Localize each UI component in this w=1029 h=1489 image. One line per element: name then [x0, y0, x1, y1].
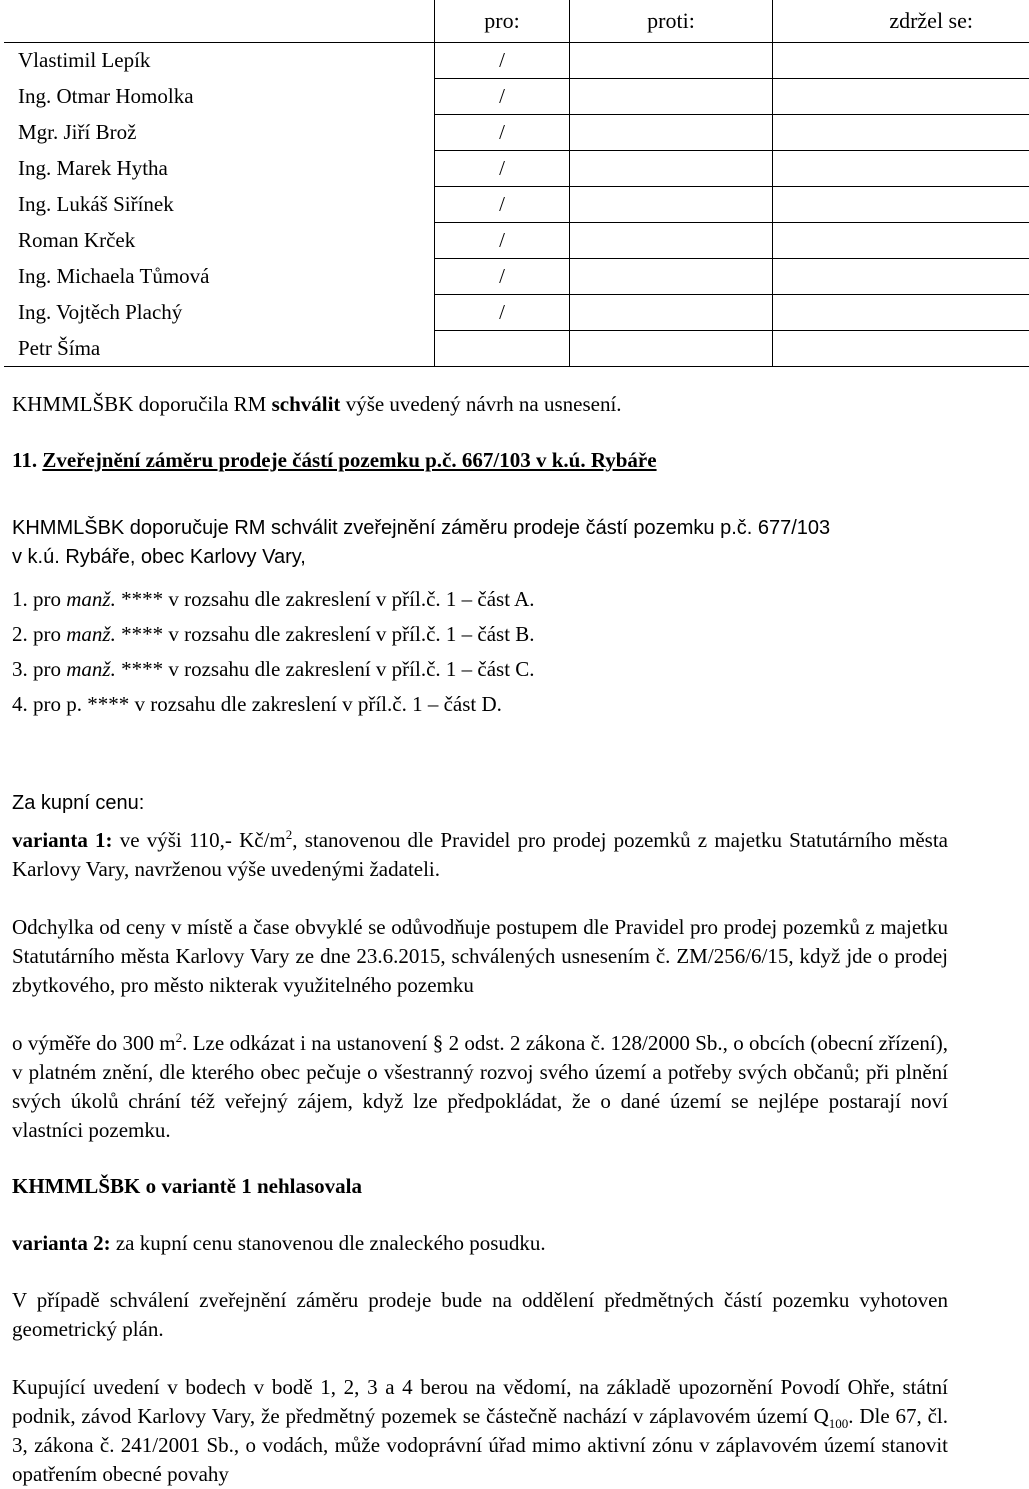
header-pro: pro: [435, 0, 570, 43]
item-prefix: 4. pro p. [12, 692, 82, 716]
header-proti: proti: [570, 0, 773, 43]
vote-zdrzel [773, 79, 1029, 115]
variant-2-text: za kupní cenu stanovenou dle znaleckého posudku. [111, 1231, 546, 1255]
deviation-text-a: o výměře do 300 m [12, 1031, 176, 1055]
deviation-part-2 [12, 1029, 948, 1145]
buyers-text: Kupující uvedení v bodech v bodě 1, 2, 3 a 4 berou na vědomí, na základě upozornění Povodí Ohře, státní podnik, závod Karlovy Vary, že předmětný pozemek se částečně nachází v záplavovém území Q [12, 1375, 948, 1428]
vote-table [4, 0, 1029, 367]
vote-proti [570, 187, 773, 223]
geometric-plan-note: V případě schválení zveřejnění záměru prodeje bude na oddělení předmětných částí pozemku vyhotoven geometrický plán. [12, 1286, 948, 1344]
member-name: Ing. Michaela Tůmová [4, 259, 435, 295]
vote-zdrzel [773, 151, 1029, 187]
not-voted-note: KHMMLŠBK o variantě 1 nehlasovala [12, 1172, 362, 1201]
price-heading: Za kupní cenu: [12, 789, 144, 818]
vote-proti [570, 223, 773, 259]
vote-zdrzel [773, 115, 1029, 151]
section-heading [12, 446, 948, 475]
recommendation-text: KHMMLŠBK doporučila RM [12, 392, 272, 416]
deviation-sup: 2 [176, 1030, 183, 1045]
vote-pro: / [435, 295, 570, 331]
vote-pro: / [435, 115, 570, 151]
member-name: Mgr. Jiří Brož [4, 115, 435, 151]
buyers-sub: 100 [829, 1416, 849, 1431]
vote-pro: / [435, 259, 570, 295]
vote-pro: / [435, 187, 570, 223]
item-prefix: 2. pro [12, 622, 66, 646]
member-name: Petr Šíma [4, 331, 435, 367]
vote-row [4, 115, 1029, 151]
vote-pro: / [435, 79, 570, 115]
item-prefix: 3. pro [12, 657, 66, 681]
vote-table-header [4, 0, 1029, 43]
vote-row [4, 43, 1029, 79]
vote-proti [570, 331, 773, 367]
section-number: 11. [12, 448, 37, 472]
item-text: **** v rozsahu dle zakreslení v příl.č. 1 – část B. [116, 622, 535, 646]
vote-zdrzel [773, 259, 1029, 295]
member-name: Vlastimil Lepík [4, 43, 435, 79]
vote-proti [570, 115, 773, 151]
item-italic: manž. [66, 587, 116, 611]
vote-zdrzel [773, 43, 1029, 79]
recommendation [12, 390, 948, 419]
recommendation-text-end: výše uvedený návrh na usnesení. [340, 392, 621, 416]
variant-2 [12, 1229, 546, 1258]
vote-proti [570, 79, 773, 115]
vote-zdrzel [773, 223, 1029, 259]
vote-zdrzel [773, 187, 1029, 223]
vote-proti [570, 43, 773, 79]
vote-row [4, 79, 1029, 115]
vote-pro: / [435, 43, 570, 79]
vote-pro [435, 331, 570, 367]
vote-proti [570, 259, 773, 295]
variant-1 [12, 826, 948, 884]
vote-pro: / [435, 151, 570, 187]
list-item [12, 620, 535, 649]
vote-row [4, 259, 1029, 295]
header-zdrzel: zdržel se: [773, 0, 1029, 43]
variant-2-label: varianta 2: [12, 1231, 111, 1255]
item-text: **** v rozsahu dle zakreslení v příl.č. 1 – část D. [82, 692, 502, 716]
recommendation-bold: schválit [272, 392, 341, 416]
member-name: Ing. Otmar Homolka [4, 79, 435, 115]
variant-1-text-end: , stanovenou dle Pravidel pro prodej pozemků z majetku Statutárního města Karlovy Vary, navrženou výše uvedenými žadateli. [12, 828, 948, 881]
vote-row [4, 295, 1029, 331]
vote-row [4, 151, 1029, 187]
intro-line-1: KHMMLŠBK doporučuje RM schválit zveřejnění záměru prodeje částí pozemku p.č. 677/103 [12, 514, 830, 543]
variant-1-text: ve výši 110,- Kč/m [113, 828, 286, 852]
variant-1-sup: 2 [286, 827, 293, 842]
vote-row [4, 331, 1029, 367]
vote-table-body [4, 43, 1029, 367]
item-italic: manž. [66, 622, 116, 646]
buyers-text-end: . Dle 67, čl. 3, zákona č. 241/2001 Sb., o vodách, může vodoprávní úřad mimo aktivní zónu v záplavovém území stanovit opatřením obecné povahy [12, 1404, 948, 1486]
vote-pro: / [435, 223, 570, 259]
section-title: Zveřejnění záměru prodeje částí pozemku p.č. 667/103 v k.ú. Rybáře [42, 448, 656, 472]
buyers-note [12, 1373, 948, 1489]
deviation-part-1: Odchylka od ceny v místě a čase obvyklé se odůvodňuje postupem dle Pravidel pro prodej pozemků z majetku Statutárního města Karlovy Vary ze dne 23.6.2015, schválených usnesením č. ZM/256/6/15, když jde o prodej zbytkového, pro město nikterak využitelného pozemku [12, 913, 948, 1000]
item-italic: manž. [66, 657, 116, 681]
vote-zdrzel [773, 295, 1029, 331]
member-name: Ing. Lukáš Siřínek [4, 187, 435, 223]
list-item [12, 585, 535, 614]
item-prefix: 1. pro [12, 587, 66, 611]
item-text: **** v rozsahu dle zakreslení v příl.č. 1 – část A. [116, 587, 535, 611]
member-name: Ing. Vojtěch Plachý [4, 295, 435, 331]
vote-proti [570, 295, 773, 331]
vote-row [4, 223, 1029, 259]
list-item [12, 690, 502, 719]
vote-zdrzel [773, 331, 1029, 367]
deviation-text-c: 2 odst. 2 zákona č. 128/2000 Sb., o obcích (obecní zřízení), v platném znění, dle kterého obec pečuje o všestranný rozvoj svého území a potřeby svých občanů; při plnění svých úkolů chrání též veřejný zájem, když lze předpokládat, že o dané území se nejlépe postarají noví vlastníci pozemku. [12, 1031, 948, 1142]
variant-1-label: varianta 1: [12, 828, 113, 852]
vote-row [4, 187, 1029, 223]
paragraph-sign: § [433, 1031, 444, 1055]
deviation-text-b: . Lze odkázat i na ustanovení [182, 1031, 433, 1055]
item-text: **** v rozsahu dle zakreslení v příl.č. 1 – část C. [116, 657, 535, 681]
list-item [12, 655, 535, 684]
intro-line-2: v k.ú. Rybáře, obec Karlovy Vary, [12, 543, 306, 572]
member-name: Ing. Marek Hytha [4, 151, 435, 187]
vote-proti [570, 151, 773, 187]
member-name: Roman Krček [4, 223, 435, 259]
header-name [4, 0, 435, 43]
